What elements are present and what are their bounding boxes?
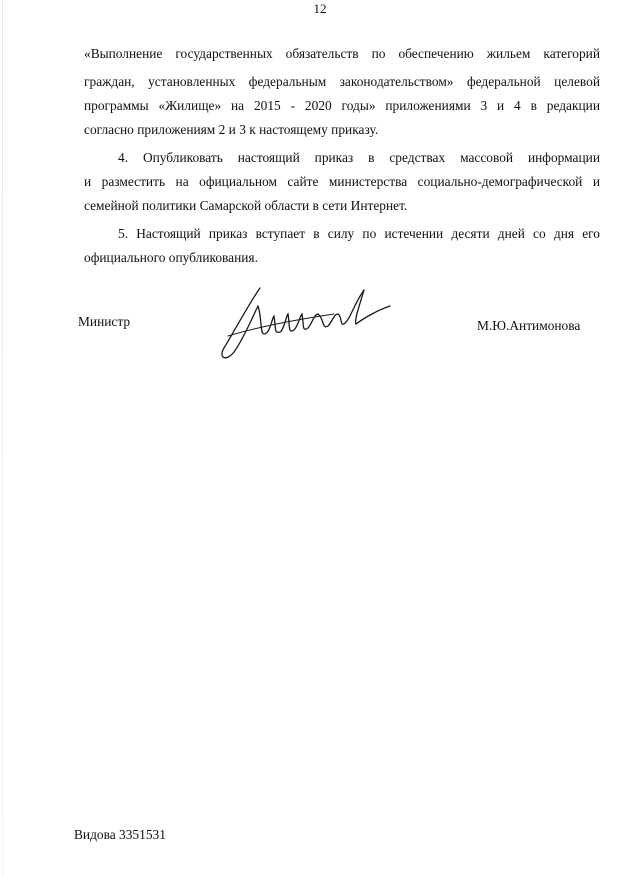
- body-line: согласно приложениям 2 и 3 к настоящему приказу.: [84, 122, 379, 137]
- page-number: 12: [313, 1, 327, 16]
- signer-name: М.Ю.Антимонова: [477, 318, 581, 333]
- handwritten-signature: [214, 284, 392, 364]
- body-line: и разместить на официальном сайте министерства социально-демографической и: [84, 174, 600, 189]
- body-line-item-5: 5. Настоящий приказ вступает в силу по истечении десяти дней со дня его: [118, 226, 600, 241]
- signer-role: Министр: [78, 314, 131, 329]
- body-line: программы «Жилище» на 2015 - 2020 годы» приложениями 3 и 4 в редакции: [84, 98, 600, 113]
- body-line: граждан, установленных федеральным законодательством» федеральной целевой: [84, 74, 600, 89]
- body-line: официального опубликования.: [84, 250, 258, 265]
- scan-edge-mark: [2, 0, 3, 876]
- executor-note: Видова 3351531: [74, 827, 166, 842]
- body-line-item-4: 4. Опубликовать настоящий приказ в средствах массовой информации: [118, 150, 600, 165]
- body-line: «Выполнение государственных обязательств по обеспечению жильем категорий: [84, 46, 600, 61]
- body-line: семейной политики Самарской области в сети Интернет.: [84, 198, 408, 213]
